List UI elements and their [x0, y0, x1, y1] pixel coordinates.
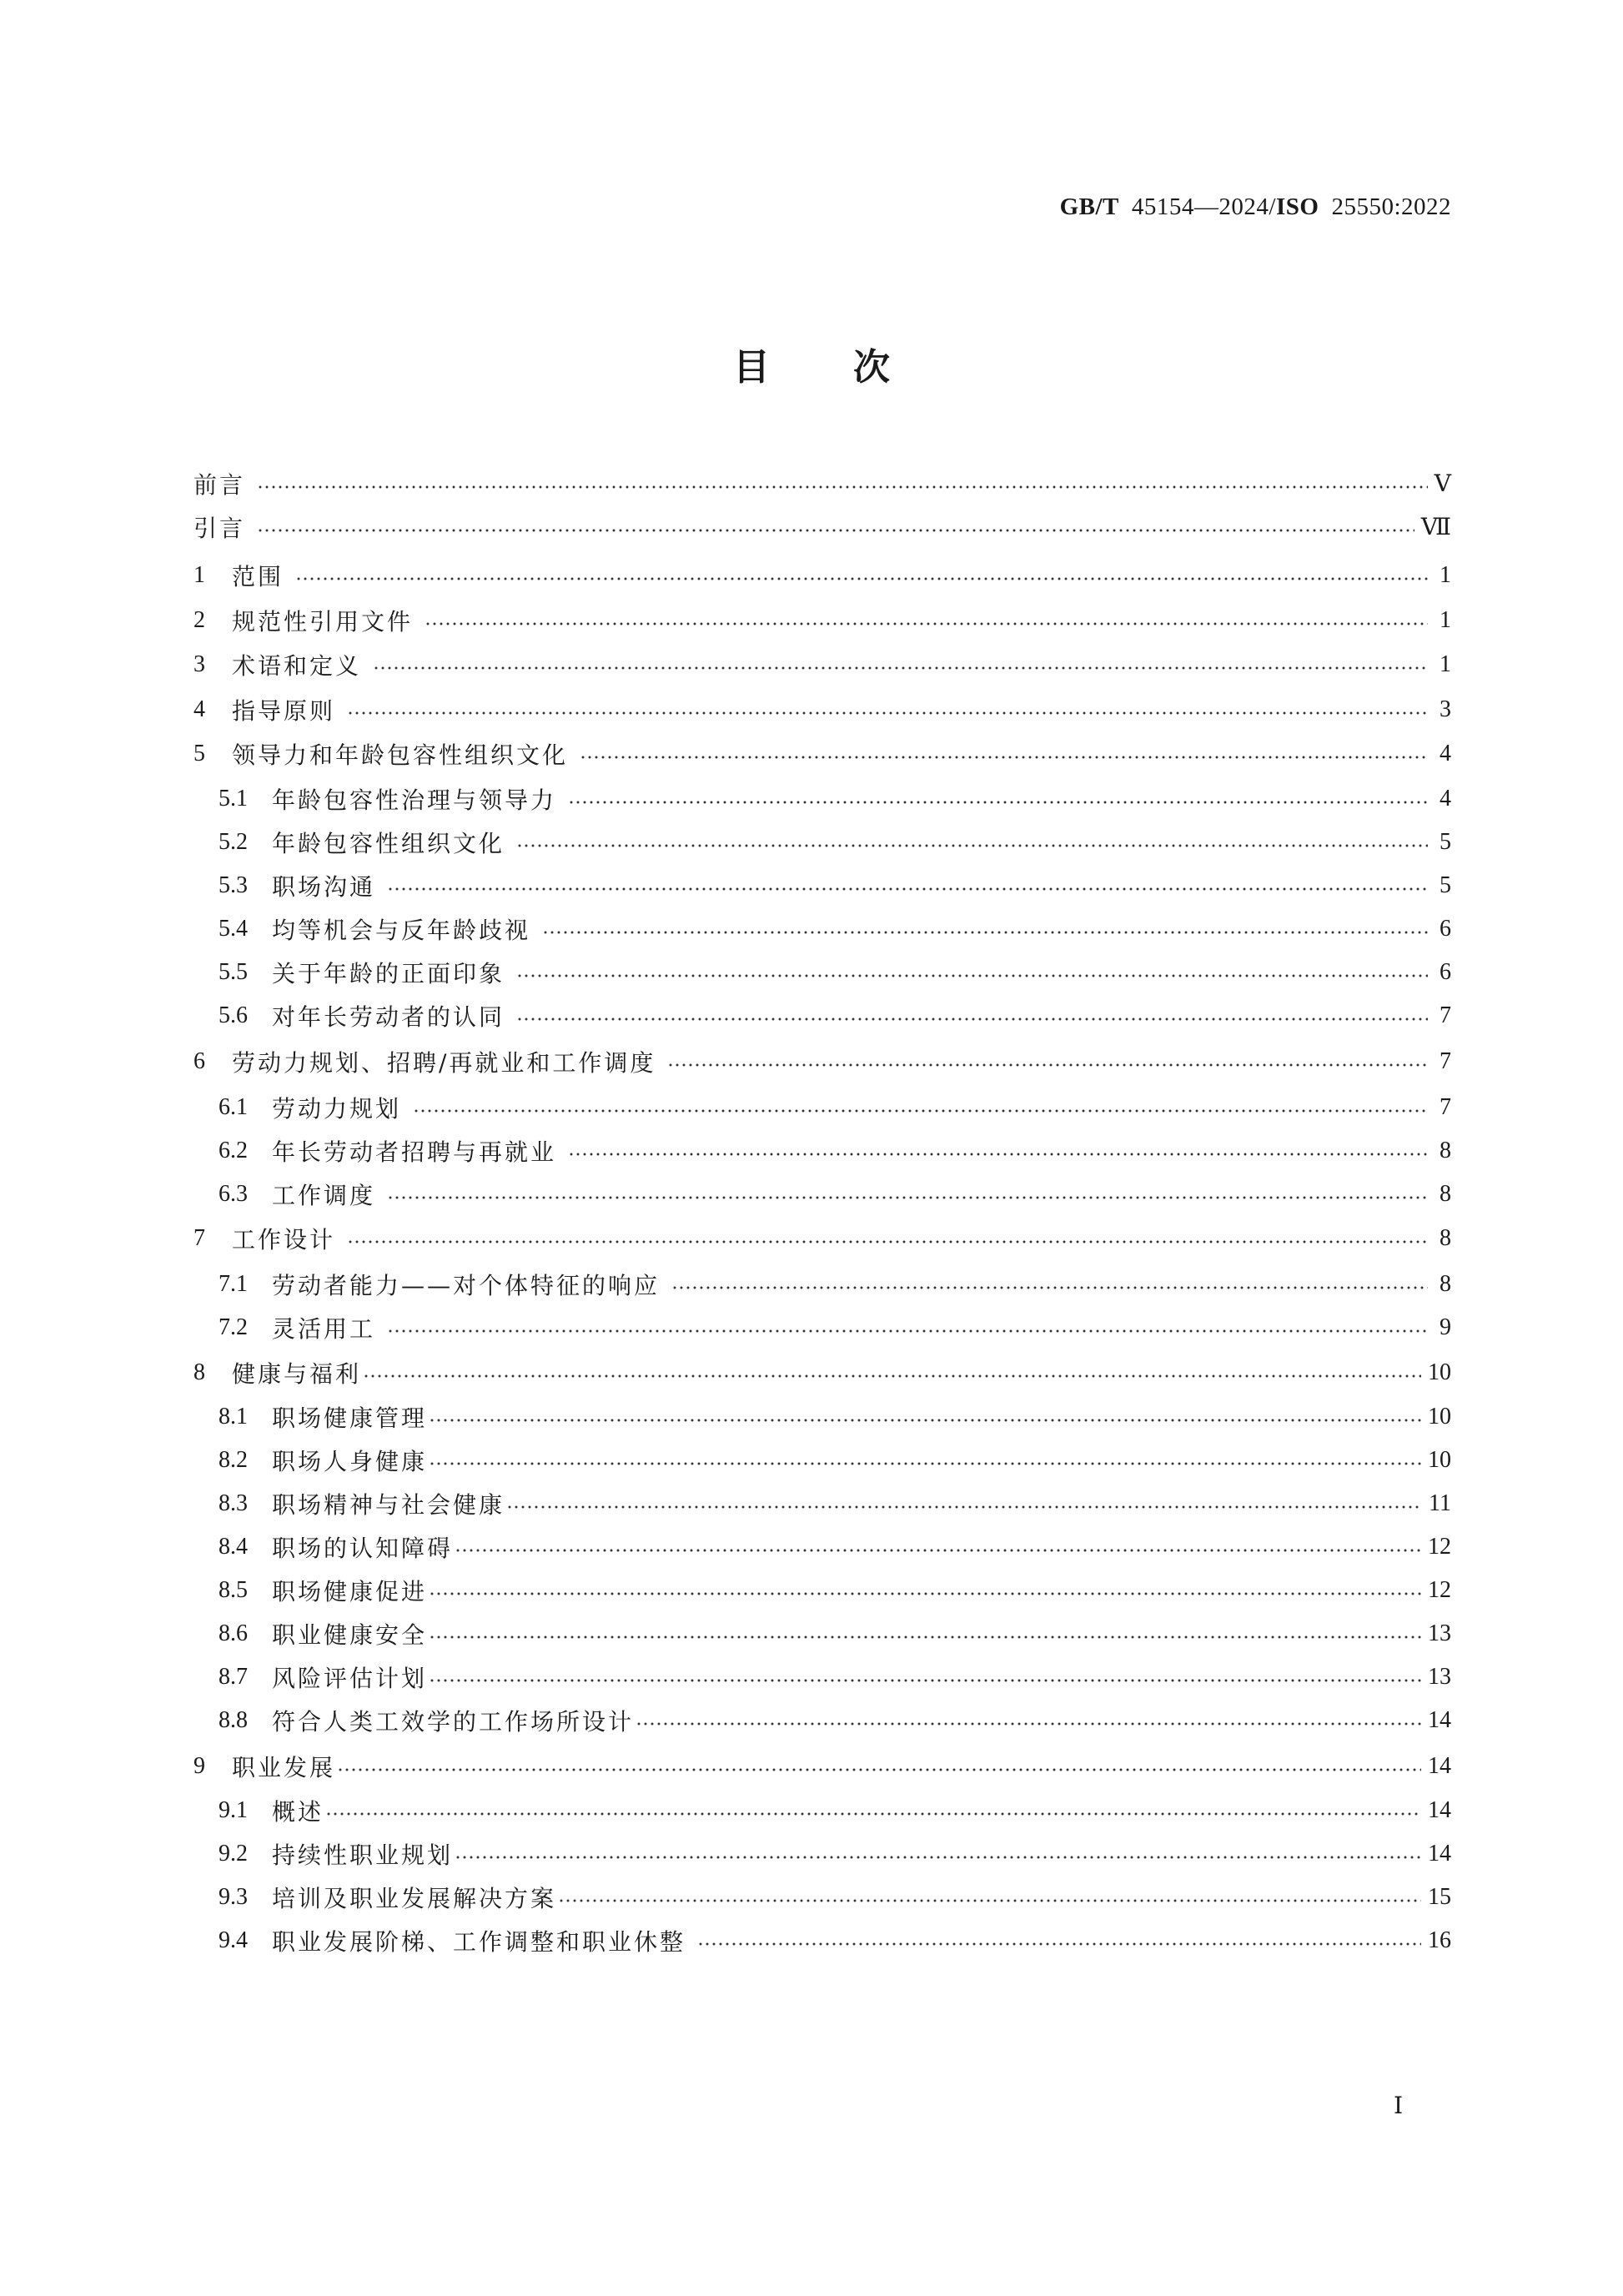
- toc-entry-number: 8.4: [219, 1534, 248, 1560]
- toc-entry[interactable]: [193, 648, 1451, 681]
- toc-entry-page: 14: [1428, 1707, 1451, 1733]
- toc-entry-label: 职业健康安全: [272, 1621, 428, 1649]
- toc-dot-leader: [429, 1419, 1421, 1422]
- toc-entry-page: 12: [1428, 1577, 1451, 1603]
- toc-entry-label: 年长劳动者招聘与再就业: [272, 1138, 557, 1166]
- toc-entry-label: 灵活用工: [272, 1315, 376, 1343]
- toc-entry-label: 职场的认知障碍: [272, 1535, 454, 1562]
- toc-entry-label: 领导力和年龄包容性组织文化: [232, 741, 569, 769]
- toc-entry[interactable]: [219, 1400, 1451, 1434]
- toc-entry[interactable]: [193, 737, 1451, 771]
- toc-entry[interactable]: [193, 1045, 1451, 1078]
- toc-entry[interactable]: [193, 693, 1451, 726]
- toc-dot-leader: [257, 485, 1428, 489]
- toc-entry[interactable]: [219, 956, 1451, 989]
- toc-entry[interactable]: [193, 1356, 1451, 1389]
- toc-entry[interactable]: [219, 869, 1451, 902]
- toc-entry-label: 风险评估计划: [272, 1665, 428, 1692]
- toc-entry-label: 职场沟通: [272, 873, 376, 901]
- toc-entry-number: 5.4: [219, 916, 248, 942]
- toc-entry-label: 对年长劳动者的认同: [272, 1003, 505, 1031]
- toc-entry[interactable]: [219, 1794, 1451, 1827]
- toc-entry-label: 职业发展阶梯、工作调整和职业休整: [272, 1928, 686, 1956]
- toc-entry-page: 13: [1428, 1664, 1451, 1690]
- toc-entry[interactable]: [193, 1222, 1451, 1255]
- doc-code-iso-number: 25550:2022: [1331, 193, 1451, 220]
- toc-entry[interactable]: [219, 999, 1451, 1032]
- toc-entry[interactable]: [219, 1178, 1451, 1211]
- toc-dot-leader: [413, 1109, 1428, 1113]
- toc-dot-leader: [429, 1635, 1421, 1639]
- toc-dot-leader: [347, 1240, 1428, 1243]
- toc-dot-leader: [506, 1505, 1422, 1509]
- toc-entry-number: 7: [193, 1225, 205, 1251]
- toc-dot-leader: [347, 711, 1428, 715]
- toc-entry-number: 7.2: [219, 1314, 248, 1340]
- toc-entry-number: 8.3: [219, 1490, 248, 1516]
- toc-entry-page: 10: [1428, 1447, 1451, 1473]
- toc-entry-label: 年龄包容性治理与领导力: [272, 786, 557, 814]
- toc-entry[interactable]: [193, 1750, 1451, 1783]
- toc-entry-page: 8: [1440, 1271, 1451, 1297]
- toc-entry-number: 3: [193, 651, 205, 677]
- toc-dot-leader: [558, 1899, 1421, 1902]
- page-title: 目次: [733, 346, 973, 389]
- toc-dot-leader: [363, 1374, 1421, 1378]
- toc-entry-label: 职场精神与社会健康: [272, 1491, 505, 1519]
- toc-entry-label: 概述: [272, 1798, 324, 1826]
- toc-entry-page: 14: [1428, 1841, 1451, 1866]
- toc-entry-page: 11: [1429, 1490, 1451, 1516]
- toc-dot-leader: [425, 622, 1428, 625]
- toc-entry-page: 1: [1440, 651, 1451, 677]
- toc-entry-label: 培训及职业发展解决方案: [272, 1885, 557, 1912]
- toc-entry-page: 8: [1440, 1138, 1451, 1163]
- toc-entry-number: 9.1: [219, 1797, 248, 1823]
- toc-entry-page: 5: [1440, 872, 1451, 898]
- toc-entry-number: 5: [193, 741, 205, 766]
- toc-dot-leader: [387, 1329, 1428, 1333]
- toc-dot-leader: [636, 1722, 1421, 1726]
- toc-dot-leader: [671, 1286, 1428, 1289]
- toc-entry-number: 8.7: [219, 1664, 248, 1690]
- toc-entry-number: 7.1: [219, 1271, 248, 1297]
- toc-dot-leader: [568, 801, 1428, 804]
- toc-entry-label: 劳动力规划、招聘/再就业和工作调度: [232, 1049, 656, 1077]
- toc-entry[interactable]: [219, 1881, 1451, 1914]
- toc-dot-leader: [325, 1812, 1421, 1816]
- toc-dot-leader: [373, 666, 1428, 670]
- toc-entry[interactable]: [219, 1487, 1451, 1520]
- toc-entry-number: 2: [193, 607, 205, 633]
- toc-entry-number: 4: [193, 696, 205, 722]
- toc-entry[interactable]: [219, 912, 1451, 946]
- toc-entry[interactable]: [219, 1574, 1451, 1607]
- toc-dot-leader: [516, 1017, 1428, 1021]
- toc-entry-page: 14: [1428, 1797, 1451, 1823]
- toc-entry-page: 13: [1428, 1620, 1451, 1646]
- toc-entry-page: 9: [1440, 1314, 1451, 1340]
- toc-dot-leader: [697, 1942, 1421, 1946]
- toc-dot-leader: [387, 887, 1428, 891]
- toc-entry-label: 劳动者能力——对个体特征的响应: [272, 1272, 661, 1299]
- toc-dot-leader: [387, 1196, 1428, 1199]
- toc-entry-page: 7: [1440, 1002, 1451, 1028]
- toc-entry-page: 6: [1440, 959, 1451, 985]
- toc-entry-number: 6.3: [219, 1181, 248, 1207]
- toc-entry-label: 指导原则: [232, 697, 336, 725]
- toc-entry[interactable]: [219, 1444, 1451, 1477]
- toc-entry-number: 8.1: [219, 1404, 248, 1429]
- toc-entry-page: 1: [1440, 607, 1451, 633]
- toc-dot-leader: [516, 974, 1428, 977]
- toc-entry[interactable]: [219, 826, 1451, 859]
- toc-entry-page: 12: [1428, 1534, 1451, 1560]
- toc-entry[interactable]: [219, 1924, 1451, 1957]
- toc-entry-page: 1: [1440, 562, 1451, 588]
- toc-entry-number: 9.4: [219, 1927, 248, 1953]
- toc-entry-label: 工作设计: [232, 1226, 336, 1254]
- toc-entry-page: 10: [1428, 1404, 1451, 1429]
- toc-entry-page: 7: [1440, 1048, 1451, 1074]
- toc-entry-page: 8: [1440, 1225, 1451, 1251]
- doc-code-number: 45154—2024/: [1131, 193, 1276, 220]
- toc-entry-label: 符合人类工效学的工作场所设计: [272, 1708, 635, 1736]
- toc-entry-page: 5: [1440, 829, 1451, 855]
- toc-dot-leader: [455, 1856, 1421, 1859]
- toc-entry-page: 3: [1440, 696, 1451, 722]
- toc-entry[interactable]: [219, 1837, 1451, 1871]
- toc-dot-leader: [516, 844, 1428, 847]
- doc-code-iso: ISO: [1275, 193, 1319, 220]
- toc-entry-label: 规范性引用文件: [232, 608, 414, 636]
- toc-entry-number: 9.2: [219, 1841, 248, 1866]
- toc-entry[interactable]: [193, 510, 1451, 544]
- toc-entry[interactable]: [193, 559, 1451, 592]
- toc-dot-leader: [542, 931, 1428, 934]
- toc-entry-label: 职场健康促进: [272, 1578, 428, 1605]
- toc-dot-leader: [429, 1679, 1421, 1682]
- toc-entry-number: 9: [193, 1753, 205, 1779]
- toc-entry-page: 4: [1440, 741, 1451, 766]
- toc-entry-page: 10: [1428, 1359, 1451, 1385]
- toc-entry-page: 4: [1440, 786, 1451, 811]
- toc-entry-number: 6.1: [219, 1094, 248, 1120]
- toc-entry-number: 6: [193, 1048, 205, 1074]
- toc-entry-label: 关于年龄的正面印象: [272, 960, 505, 987]
- toc-entry[interactable]: [219, 1134, 1451, 1168]
- toc-entry-label: 职业发展: [232, 1754, 336, 1781]
- toc-entry[interactable]: [219, 1704, 1451, 1737]
- toc-dot-leader: [429, 1592, 1421, 1595]
- toc-entry-number: 5.5: [219, 959, 248, 985]
- toc-entry-number: 8.6: [219, 1620, 248, 1646]
- document-code: [1060, 193, 1451, 221]
- toc-entry[interactable]: [219, 1268, 1451, 1301]
- toc-entry-page: 7: [1440, 1094, 1451, 1120]
- toc-entry-label: 年龄包容性组织文化: [272, 830, 505, 857]
- toc-entry[interactable]: [219, 1311, 1451, 1344]
- toc-entry[interactable]: [219, 1660, 1451, 1694]
- toc-entry-number: 5.1: [219, 786, 248, 811]
- toc-entry-label: 前言: [193, 471, 246, 499]
- toc-dot-leader: [580, 756, 1428, 759]
- toc-dot-leader: [257, 529, 1414, 532]
- page-number: Ⅰ: [1393, 2093, 1403, 2119]
- toc-entry-label: 范围: [232, 563, 284, 590]
- toc-entry-number: 5.3: [219, 872, 248, 898]
- toc-entry-page: 6: [1440, 916, 1451, 942]
- toc-entry-label: 引言: [193, 515, 246, 542]
- toc-entry-number: 8.8: [219, 1707, 248, 1733]
- toc-dot-leader: [429, 1462, 1421, 1465]
- toc-entry-label: 劳动力规划: [272, 1095, 402, 1123]
- toc-entry-label: 职场健康管理: [272, 1404, 428, 1432]
- toc-entry-page: 16: [1428, 1927, 1451, 1953]
- toc-entry-number: 8.2: [219, 1447, 248, 1473]
- toc-entry-page: 8: [1440, 1181, 1451, 1207]
- toc-entry-page: 15: [1428, 1884, 1451, 1910]
- toc-entry-label: 工作调度: [272, 1182, 376, 1209]
- toc-entry[interactable]: [219, 782, 1451, 816]
- toc-dot-leader: [568, 1153, 1428, 1156]
- toc-dot-leader: [337, 1768, 1421, 1771]
- toc-entry-label: 持续性职业规划: [272, 1841, 454, 1869]
- toc-dot-leader: [295, 577, 1428, 580]
- toc-entry-number: 8.5: [219, 1577, 248, 1603]
- toc-entry-number: 5.6: [219, 1002, 248, 1028]
- toc-entry-number: 5.2: [219, 829, 248, 855]
- toc-entry-number: 6.2: [219, 1138, 248, 1163]
- toc-entry-number: 9.3: [219, 1884, 248, 1910]
- toc-entry-number: 1: [193, 562, 205, 588]
- toc-entry-page: 14: [1428, 1753, 1451, 1779]
- toc-entry[interactable]: [193, 467, 1451, 500]
- toc-entry[interactable]: [219, 1091, 1451, 1124]
- toc-entry-label: 健康与福利: [232, 1360, 362, 1388]
- toc-entry-page: Ⅴ: [1434, 471, 1451, 497]
- toc-entry-label: 术语和定义: [232, 652, 362, 680]
- toc-entry-label: 职场人身健康: [272, 1448, 428, 1475]
- toc-entry[interactable]: [219, 1530, 1451, 1564]
- toc-dot-leader: [455, 1549, 1421, 1552]
- toc-entry-page: Ⅶ: [1420, 515, 1451, 540]
- toc-entry-label: 均等机会与反年龄歧视: [272, 917, 531, 944]
- doc-code-prefix: GB/T: [1059, 193, 1119, 220]
- toc-entry[interactable]: [193, 604, 1451, 637]
- toc-entry[interactable]: [219, 1617, 1451, 1650]
- toc-dot-leader: [667, 1063, 1428, 1067]
- toc-entry-number: 8: [193, 1359, 205, 1385]
